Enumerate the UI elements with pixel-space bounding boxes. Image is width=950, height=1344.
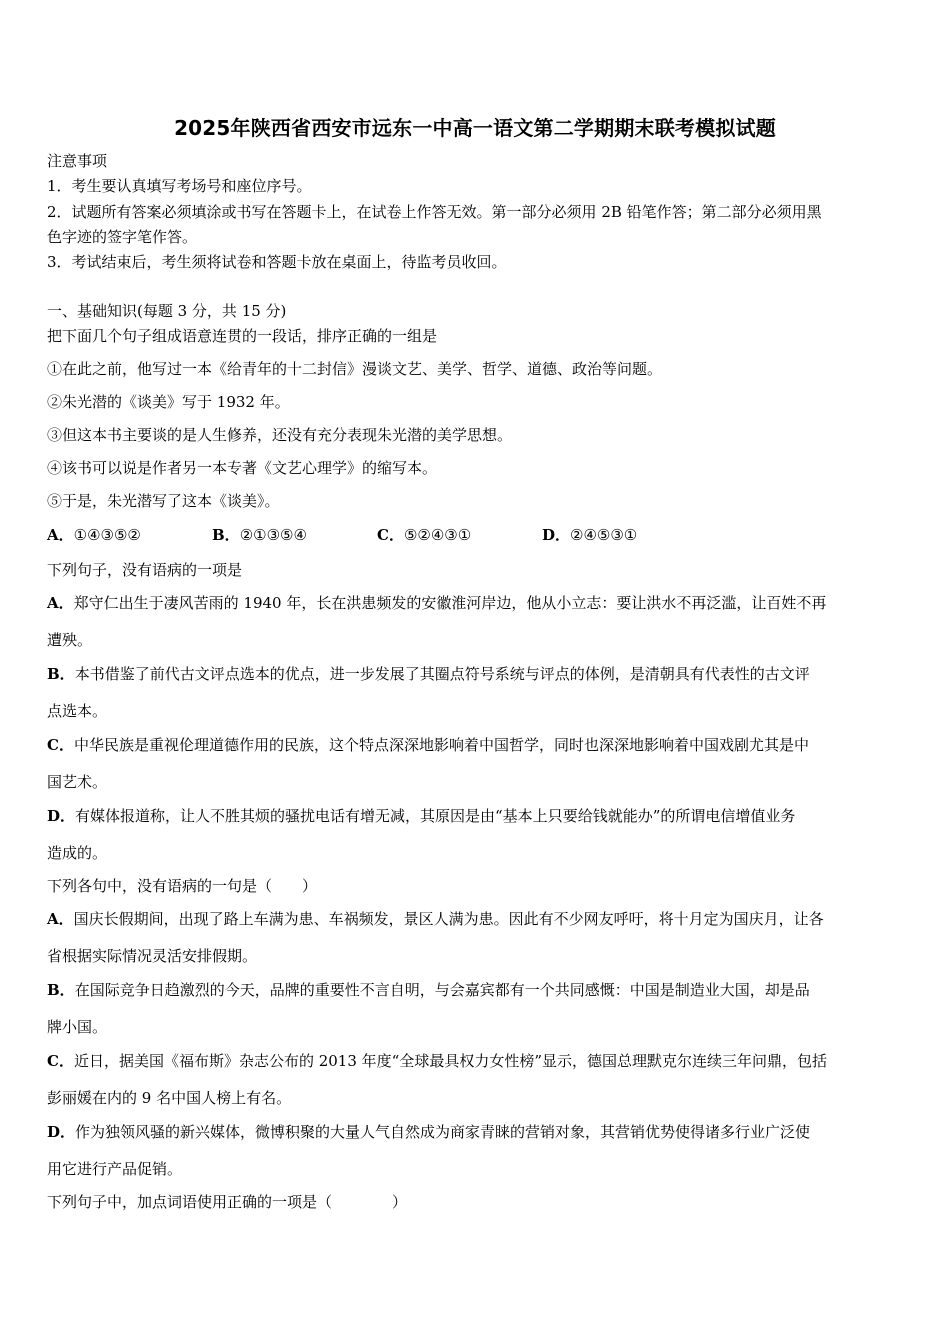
q3-option-a-cont: 省根据实际情况灵活安排假期。 xyxy=(47,947,258,965)
q3-option-a[interactable]: A．国庆长假期间，出现了路上车满为患、车祸频发，景区人满为患。因此有不少网友呼吁，将十月定为国庆月，让各 xyxy=(47,910,824,928)
section-heading: 一、基础知识(每题 3 分，共 15 分) xyxy=(47,302,287,320)
q1-stem: 把下面几个句子组成语意连贯的一段话，排序正确的一组是 xyxy=(47,327,438,345)
q1-sentence-4: ④该书可以说是作者另一本专著《文艺心理学》的缩写本。 xyxy=(47,459,438,477)
q2-option-b[interactable]: B．本书借鉴了前代古文评点选本的优点，进一步发展了其圈点符号系统与评点的体例，是清朝具有代表性的古文评 xyxy=(47,665,810,683)
q2-option-d[interactable]: D．有媒体报道称，让人不胜其烦的骚扰电话有增无减，其原因是由“基本上只要给钱就能办”的所谓电信增值业务 xyxy=(47,807,796,825)
q3-option-d[interactable]: D．作为独领风骚的新兴媒体，微博积聚的大量人气自然成为商家青睐的营销对象，其营销优势使得诸多行业广泛使 xyxy=(47,1123,811,1141)
q2-option-d-cont: 造成的。 xyxy=(47,844,108,862)
q1-option-d[interactable]: D．②④⑤③① xyxy=(542,526,638,544)
q2-option-b-cont: 点选本。 xyxy=(47,702,108,720)
notice-item-2-cont: 色字迹的签字笔作答。 xyxy=(47,228,198,246)
page-title: 2025年陕西省西安市远东一中高一语文第二学期期末联考模拟试题 xyxy=(174,116,776,140)
q2-option-c-cont: 国艺术。 xyxy=(47,773,108,791)
q1-sentence-5: ⑤于是，朱光潜写了这本《谈美》。 xyxy=(47,492,280,510)
q3-option-d-cont: 用它进行产品促销。 xyxy=(47,1160,183,1178)
q3-option-b-cont: 牌小国。 xyxy=(47,1018,108,1036)
q4-stem: 下列句子中，加点词语使用正确的一项是（ ） xyxy=(47,1193,408,1211)
q3-option-c[interactable]: C．近日，据美国《福布斯》杂志公布的 2013 年度“全球最具权力女性榜”显示，德国总理默克尔连续三年问鼎，包括 xyxy=(47,1052,828,1070)
q1-sentence-3: ③但这本书主要谈的是人生修养，还没有充分表现朱光潜的美学思想。 xyxy=(47,426,513,444)
q3-option-c-cont: 彭丽媛在内的 9 名中国人榜上有名。 xyxy=(47,1089,292,1107)
notice-item-3: 3．考试结束后，考生须将试卷和答题卡放在桌面上，待监考员收回。 xyxy=(47,253,507,271)
notice-item-1: 1．考生要认真填写考场号和座位序号。 xyxy=(47,177,312,195)
q2-stem: 下列句子，没有语病的一项是 xyxy=(47,561,243,579)
q1-option-c[interactable]: C．⑤②④③① xyxy=(377,526,472,544)
notice-heading: 注意事项 xyxy=(47,152,108,170)
q3-option-b[interactable]: B．在国际竞争日趋激烈的今天，品牌的重要性不言自明，与会嘉宾都有一个共同感慨：中国是制造业大国，却是品 xyxy=(47,981,810,999)
q2-option-c[interactable]: C．中华民族是重视伦理道德作用的民族，这个特点深深地影响着中国哲学，同时也深深地影响着中国戏剧尤其是中 xyxy=(47,736,809,754)
notice-item-2: 2．试题所有答案必须填涂或书写在答题卡上，在试卷上作答无效。第一部分必须用 2B 铅笔作答；第二部分必须用黑 xyxy=(47,203,822,221)
q1-option-a[interactable]: A．①④③⑤② xyxy=(47,526,141,544)
q1-option-b[interactable]: B．②①③⑤④ xyxy=(212,526,307,544)
q1-sentence-2: ②朱光潜的《谈美》写于 1932 年。 xyxy=(47,393,290,411)
q3-stem: 下列各句中，没有语病的一句是（ ） xyxy=(47,877,318,895)
q1-sentence-1: ①在此之前，他写过一本《给青年的十二封信》漫谈文艺、美学、哲学、道德、政治等问题。 xyxy=(47,360,663,378)
q2-option-a-cont: 遭殃。 xyxy=(47,631,93,649)
q2-option-a[interactable]: A．郑守仁出生于凄风苦雨的 1940 年，长在洪患频发的安徽淮河岸边，他从小立志：要让洪水不再泛滥，让百姓不再 xyxy=(47,594,827,612)
